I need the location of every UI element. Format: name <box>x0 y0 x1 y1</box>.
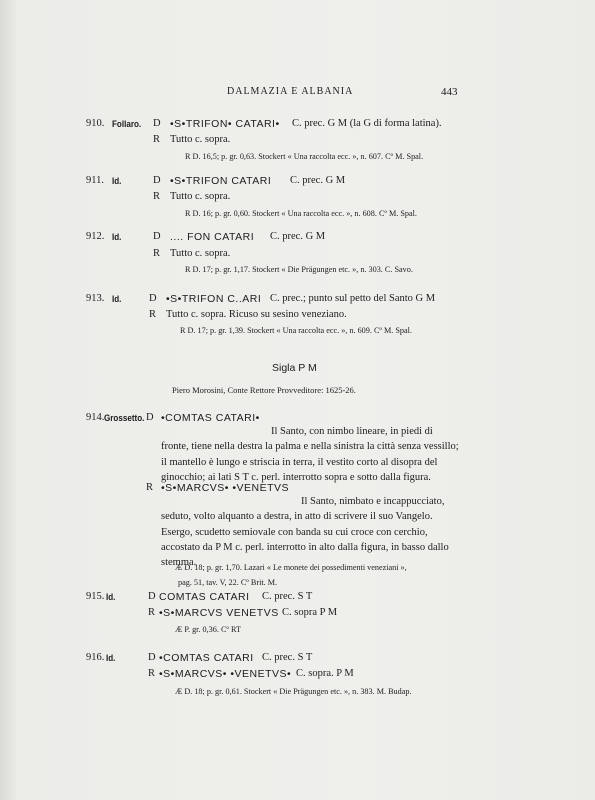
obverse-marker: D <box>153 118 161 129</box>
obverse-legend: •S•TRIFON CATARI <box>170 175 272 187</box>
denomination: Grossetto. <box>104 413 145 424</box>
obverse-legend: COMTAS CATARI <box>159 591 250 603</box>
reverse-marker: R <box>148 607 156 618</box>
reverse-description: Tutto c. sopra. <box>170 134 231 145</box>
obverse-legend: •S•TRIFON• CATARI• <box>170 118 280 130</box>
entry-number: 914. <box>86 412 105 423</box>
denomination: Id. <box>106 653 116 664</box>
denomination: Id. <box>112 176 122 187</box>
section-subtitle: Piero Morosini, Conte Rettore Provveditore: 1625-26. <box>172 385 356 395</box>
reverse-marker: R <box>149 309 157 320</box>
obverse-legend: •S•TRIFON C..ARI <box>166 293 262 305</box>
denomination: Follaro. <box>112 119 142 130</box>
bibliographic-reference: pag. 51, tav. V, 22. Cº Brit. M. <box>178 578 278 587</box>
bibliographic-reference: R D. 16,5; p. gr. 0,63. Stockert « Una raccolta ecc. », n. 607. Cº M. Spal. <box>185 152 424 161</box>
running-header: DALMAZIA E ALBANIA <box>227 86 354 97</box>
reverse-marker: R <box>148 668 156 679</box>
obverse-marker: D <box>146 412 154 423</box>
reverse-description: C. sopra P M <box>282 607 338 618</box>
obverse-description: C. prec. S T <box>262 652 313 663</box>
denomination: Id. <box>112 294 122 305</box>
obverse-marker: D <box>153 231 161 242</box>
bibliographic-reference: R D. 16; p. gr. 0,60. Stockert « Una raccolta ecc. », n. 608. Cº M. Spal. <box>185 209 417 218</box>
reverse-marker: R <box>146 482 154 493</box>
bibliographic-reference: Æ D. 18; p. gr. 1,70. Lazari « Le monete dei possedimenti veneziani », <box>175 563 407 572</box>
obverse-description: C. prec. G M <box>290 175 346 186</box>
reverse-legend: •S•MARCVS• •VENETVS <box>161 482 290 494</box>
obverse-description: C. prec. S T <box>262 591 313 602</box>
obverse-marker: D <box>149 293 157 304</box>
section-heading: Sigla P M <box>272 362 317 374</box>
entry-number: 911. <box>86 175 104 186</box>
obverse-marker: D <box>148 591 156 602</box>
reverse-marker: R <box>153 248 161 259</box>
bibliographic-reference: Æ P. gr. 0,36. Cº RT <box>175 625 241 634</box>
reverse-description: Tutto c. sopra. Ricuso su sesino veneziano. <box>166 309 347 320</box>
obverse-description: Il Santo, con nimbo lineare, in piedi di fronte, tiene nella destra la palma e nella sinistra la città senza vessillo; il mantello è lungo e striscia in terra, il vestito corto al disopra del ginocchio; ai lati S T c. perl. interrotto sopra e sotto dalla figura. <box>161 426 459 483</box>
reverse-description: Tutto c. sopra. <box>170 191 231 202</box>
reverse-description: Il Santo, nimbato e incappucciato, seduto, volto alquanto a destra, in atto di scrivere il suo Vangelo. Esergo, scudetto semiovale con banda su cui croce con cerchio, accostato da P M c. perl. interrotto in alto dalla figura, in basso dallo stemma. <box>161 496 449 569</box>
entry-number: 912. <box>86 231 105 242</box>
denomination: Id. <box>112 232 122 243</box>
obverse-marker: D <box>153 175 161 186</box>
reverse-legend: •S•MARCVS• •VENETVS• <box>159 668 292 680</box>
bibliographic-reference: R D. 17; p. gr. 1,17. Stockert « Die Prägungen etc. », n. 303. C. Savo. <box>185 265 413 274</box>
reverse-marker: R <box>153 191 161 202</box>
reverse-legend: •S•MARCVS VENETVS <box>159 607 279 619</box>
obverse-marker: D <box>148 652 156 663</box>
obverse-description: C. prec.; punto sul petto del Santo G M <box>270 293 436 304</box>
obverse-legend: .... FON CATARI <box>170 231 255 243</box>
bibliographic-reference: Æ D. 18; p. gr. 0,61. Stockert « Die Prägungen etc. », n. 383. M. Budap. <box>175 687 412 696</box>
page-number: 443 <box>441 86 458 98</box>
bibliographic-reference: R D. 17; p. gr. 1,39. Stockert « Una raccolta ecc. », n. 609. Cº M. Spal. <box>180 326 412 335</box>
obverse-legend: •COMTAS CATARI <box>159 652 254 664</box>
obverse-description: C. prec. G M (la G di forma latina). <box>292 118 442 129</box>
obverse-description: C. prec. G M <box>270 231 326 242</box>
reverse-description: Tutto c. sopra. <box>170 248 231 259</box>
entry-number: 910. <box>86 118 105 129</box>
entry-number: 915. <box>86 591 105 602</box>
denomination: Id. <box>106 592 116 603</box>
entry-number: 913. <box>86 293 105 304</box>
obverse-legend: •COMTAS CATARI• <box>161 412 260 424</box>
reverse-description: C. sopra. P M <box>296 668 354 679</box>
reverse-marker: R <box>153 134 161 145</box>
entry-number: 916. <box>86 652 105 663</box>
